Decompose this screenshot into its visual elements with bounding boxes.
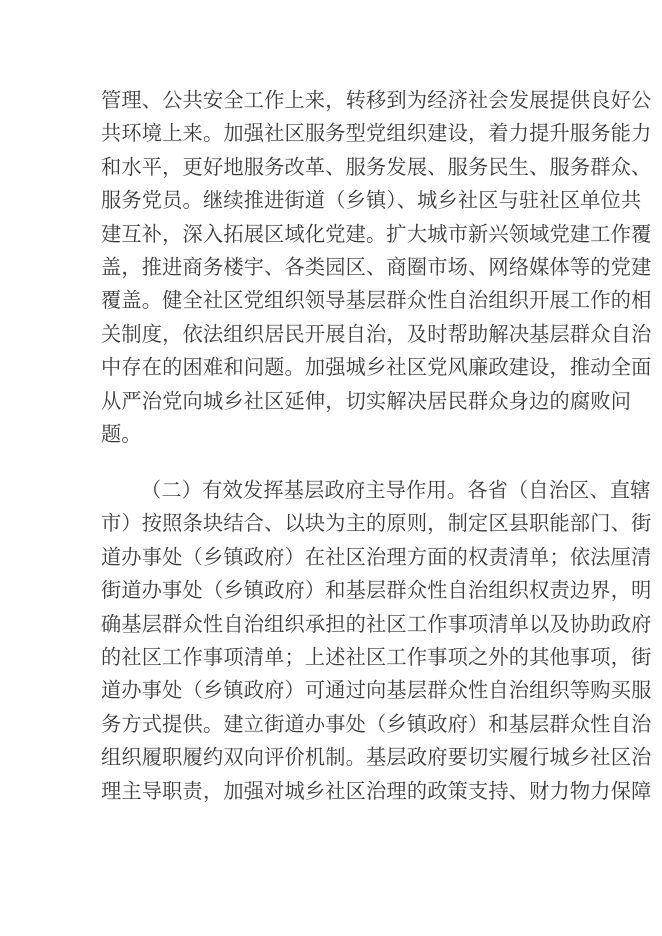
text-line: 盖，推进商务楼宇、各类园区、商圈市场、网络媒体等的党建 — [101, 254, 652, 279]
text-line: 管理、公共安全工作上来，转移到为经济社会发展提供良好公 — [101, 88, 652, 112]
text-line: 从严治党向城乡社区延伸，切实解决居民群众身边的腐败问 — [101, 388, 632, 413]
text-line: 理主导职责，加强对城乡社区治理的政策支持、财力物力保障 — [101, 778, 652, 803]
text-line: 和水平，更好地服务改革、服务发展、服务民生、服务群众、 — [101, 154, 652, 179]
text-line: 中存在的困难和问题。加强城乡社区党风廉政建设，推动全面 — [101, 355, 652, 380]
text-line: 服务党员。继续推进街道（乡镇）、城乡社区与驻社区单位共 — [101, 188, 642, 213]
text-line: 关制度，依法组织居民开展自治，及时帮助解决基层群众自治 — [101, 321, 652, 346]
text-line: 市）按照条块结合、以块为主的原则，制定区县职能部门、街 — [101, 511, 652, 536]
paragraph-party-building — [101, 84, 652, 451]
text-line: 共环境上来。加强社区服务型党组织建设，着力提升服务能力 — [101, 121, 652, 146]
paragraph-government-role — [101, 474, 652, 808]
text-line: 街道办事处（乡镇政府）和基层群众性自治组织权责边界，明 — [101, 578, 652, 603]
text-line: 题。 — [101, 421, 142, 446]
section-heading-line: （二）有效发挥基层政府主导作用。各省（自治区、直辖 — [141, 478, 651, 502]
text-line: 覆盖。健全社区党组织领导基层群众性自治组织开展工作的相 — [101, 288, 652, 313]
text-line: 建互补，深入拓展区域化党建。扩大城市新兴领域党建工作覆 — [101, 221, 652, 246]
text-line: 道办事处（乡镇政府）在社区治理方面的权责清单；依法厘清 — [101, 544, 652, 569]
text-line: 组织履职履约双向评价机制。基层政府要切实履行城乡社区治 — [101, 745, 652, 770]
text-line: 道办事处（乡镇政府）可通过向基层群众性自治组织等购买服 — [101, 678, 652, 703]
text-line: 务方式提供。建立街道办事处（乡镇政府）和基层群众性自治 — [101, 711, 652, 736]
text-line: 确基层群众性自治组织承担的社区工作事项清单以及协助政府 — [101, 611, 652, 636]
text-line: 的社区工作事项清单；上述社区工作事项之外的其他事项，街 — [101, 644, 652, 669]
